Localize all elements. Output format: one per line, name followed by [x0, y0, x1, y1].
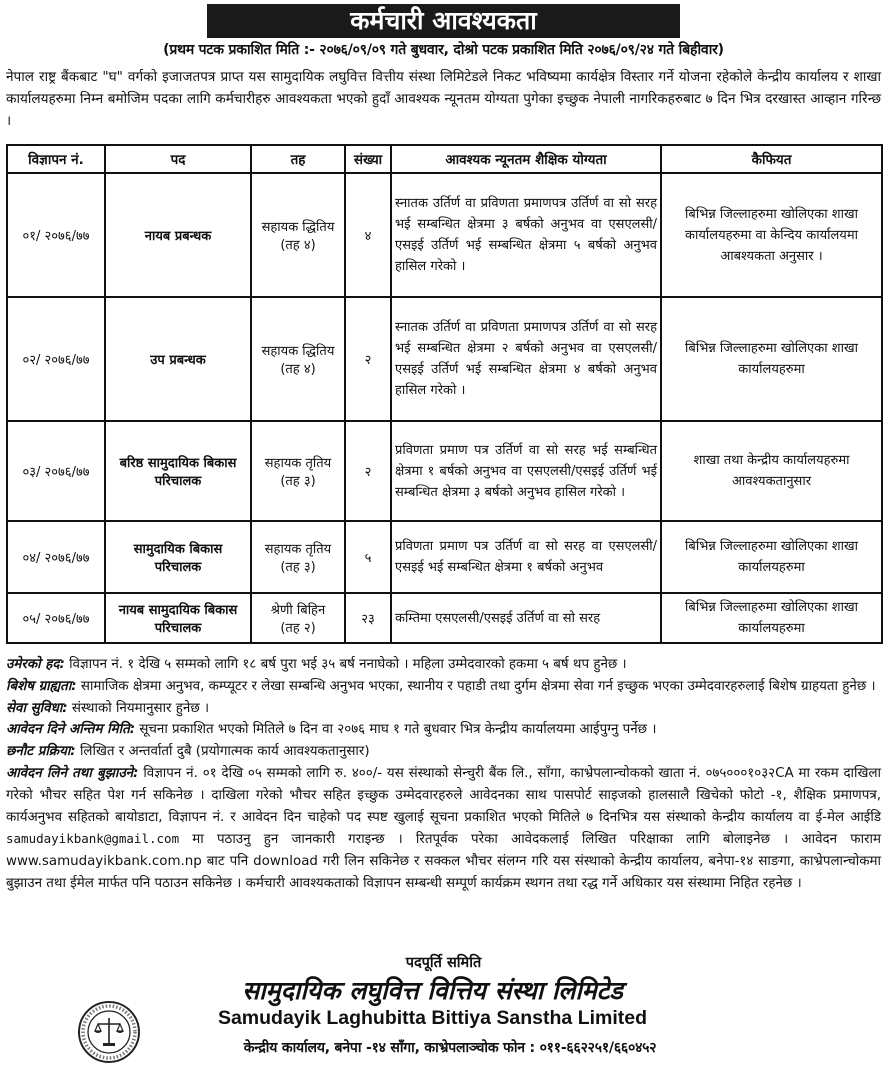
header-level: तह — [251, 145, 345, 173]
qualification-cell: स्नातक उर्तिर्ण वा प्रविणता प्रमाणपत्र उर्तिर्ण वा सो सरह भई सम्बन्धित क्षेत्रमा २ बर्षको अनुभव वा एसएलसी/एसइई उर्तिर्ण भई सम्बन्धित क्षेत्रमा ४ बर्षको अनुभव हासिल गरेको । — [391, 297, 661, 421]
level-text: सहायक तृतिय — [264, 542, 332, 557]
application-text-3: बाट पनि download गरी लिन सकिनेछ र सक्कल भौचर संलग्न गरि यस संस्थाको केन्द्रीय कार्यालय, बनेपा-१४ साङगा, काभ्रेपलान्चोकमा बुझाउन तथा ईमेल मार्फत पनि पठाउन सकिनेछ । कर्मचारी आवश्यकताको विज्ञापन सम्बन्धी सम्पूर्ण कार्यक्रम स्थगन तथा रद्ध गर्ने अधिकार यस संस्थामा निहित रहनेछ । — [6, 854, 881, 891]
level-sub: (तह ४) — [280, 238, 316, 253]
level-cell — [251, 173, 345, 297]
deadline-text: सूचना प्रकाशित भएको मितिले ७ दिन वा २०७६ माघ १ गते बुधवार भित्र केन्द्रीय कार्यालयमा आईपुग्नु पर्नेछ । — [139, 722, 657, 738]
level-sub: (तह ४) — [280, 362, 316, 377]
publication-dates: (प्रथम पटक प्रकाशित मिति :- २०७६/०९/०९ गते बुधवार, दोश्रो पटक प्रकाशित मिति २०७६/०९/२४ गते बिहीवार) — [163, 42, 724, 58]
level-cell — [251, 297, 345, 421]
application-note — [6, 763, 881, 895]
organization-address: केन्द्रीय कार्यालय, बनेपा -१४ साँगा, काभ्रेपलाञ्चोक फोन : ०११-६६२२५१/६६०४५२ — [243, 1040, 657, 1056]
post-cell: नायब प्रबन्धक — [105, 173, 251, 297]
table-row — [7, 593, 882, 643]
age-limit-note — [6, 654, 881, 676]
facility-note — [6, 698, 881, 720]
ad-no-cell: ०४/ २०७६/७७ — [7, 521, 105, 593]
qualification-cell: कम्तिमा एसएलसी/एसइई उर्तिर्ण वा सो सरह — [391, 593, 661, 643]
email-link[interactable]: samudayikbank@gmail.com — [6, 831, 180, 847]
priority-note — [6, 676, 881, 698]
level-text: सहायक तृतिय — [264, 456, 332, 471]
post-cell: नायब सामुदायिक बिकास परिचालक — [105, 593, 251, 643]
age-limit-label: उमेरको हद: — [6, 657, 65, 672]
ad-no-cell: ०३/ २०७६/७७ — [7, 421, 105, 521]
level-sub: (तह २) — [280, 621, 316, 636]
table-header-row — [7, 145, 882, 173]
remarks-cell: शाखा तथा केन्द्रीय कार्यालयहरुमा आवश्यकतानुसार — [661, 421, 882, 521]
qualification-cell: प्रविणता प्रमाण पत्र उर्तिर्ण वा सो सरह वा एसएलसी/एसइई भई सम्बन्धित क्षेत्रमा १ बर्षको अनुभव — [391, 521, 661, 593]
priority-label: बिशेष ग्राह्यता: — [6, 678, 77, 694]
count-cell: २३ — [345, 593, 391, 643]
ad-no-cell: ०२/ २०७६/७७ — [7, 297, 105, 421]
organization-name-english: Samudayik Laghubitta Bittiya Sanstha Limited — [217, 1007, 648, 1029]
application-text-2: मा पठाउनु हुन जानकारी गराइन्छ । रितपूर्वक परेका आवेदकलाई लिखित परिक्षाका लागि बोलाइनेछ । आवेदन फाराम — [192, 832, 881, 848]
qualification-cell: स्नातक उर्तिर्ण वा प्रविणता प्रमाणपत्र उर्तिर्ण वा सो सरह भई सम्बन्धित क्षेत्रमा ३ बर्षको अनुभव वा एसएलसी/एसइई उर्तिर्ण भई सम्बन्धित क्षेत्रमा ५ बर्षको अनुभव हासिल गरेको । — [391, 173, 661, 297]
deadline-note — [6, 719, 881, 741]
intro-paragraph: नेपाल राष्ट्र बैंकबाट "घ" वर्गको इजाजतपत्र प्राप्त यस सामुदायिक लघुवित्त वित्तीय संस्था लिमिटेडले निकट भविष्यमा कार्यक्षेत्र विस्तार गर्ने योजना रहेकोले केन्द्रीय कार्यालय र शाखा कार्यालयहरुमा निम्न बमोजिम पदका लागि कर्मचारीहरु आवश्यकता भएको हुदाँ आवश्यक न्यूनतम योग्यता पुगेका इच्छुक नेपाली नागरिकहरुबाट ७ दिन भित्र दरखास्त आव्हान गरिन्छ । — [6, 69, 881, 129]
count-cell: ४ — [345, 173, 391, 297]
level-cell — [251, 421, 345, 521]
selection-note — [6, 741, 881, 763]
facility-label: सेवा सुविधा: — [6, 700, 68, 716]
count-cell: २ — [345, 297, 391, 421]
application-label: आवेदन लिने तथा बुझाउने: — [6, 765, 139, 781]
level-text: सहायक द्धितिय — [261, 220, 335, 235]
post-cell: बरिष्ठ सामुदायिक बिकास परिचालक — [105, 421, 251, 521]
committee-title: पदपूर्ति समिति — [405, 955, 482, 971]
header-remarks: कैफियत — [661, 145, 882, 173]
table-row — [7, 421, 882, 521]
header-count: संख्या — [345, 145, 391, 173]
ad-no-cell: ०५/ २०७६/७७ — [7, 593, 105, 643]
selection-text: लिखित र अन्तर्वार्ता दुबै (प्रयोगात्मक कार्य आवश्यकतानुसार) — [79, 744, 370, 760]
remarks-cell: बिभिन्न जिल्लाहरुमा खोलिएका शाखा कार्यालयहरुमा — [661, 521, 882, 593]
level-sub: (तह ३) — [280, 560, 316, 575]
application-text-1: विज्ञापन नं. ०१ देखि ०५ सम्मको लागि रु. ४००/- यस संस्थाको सेन्चुरी बैंक लि., साँगा, काभ्रेपलान्चोकको खाता नं. ०७५०००१०३२CA मा रकम दाखिला गरेको भौचर सहित पेश गर्न सकिनेछ । दाखिला गरेको भौचर सहित इच्छुक उम्मेदवारहरुले आवेदनका साथ पासपोर्ट साइजको हालसालै खिचेको फोटो -१, शैक्षिक प्रमाणपत्र, कार्यअनुभव सहितको बायोडाटा, विज्ञापन नं. र आवेदन दिन चाहेको पद स्पष्ट खुलाई सूचना प्रकाशित भएको मितिले ७ दिनभित्र यस संस्थाको केन्द्रीय कार्यालय वा ई-मेल आईडि — [6, 765, 881, 825]
level-text: सहायक द्धितिय — [261, 344, 335, 359]
header-post: पद — [105, 145, 251, 173]
qualification-cell: प्रविणता प्रमाण पत्र उर्तिर्ण वा सो सरह भई सम्बन्धित क्षेत्रमा १ बर्षको अनुभव वा एसएलसी/एसइई उर्तिर्ण भई सम्बन्धित क्षेत्रमा ३ बर्षको अनुभव हासिल गरेको । — [391, 421, 661, 521]
level-cell — [251, 521, 345, 593]
post-cell: उप प्रबन्धक — [105, 297, 251, 421]
count-cell: २ — [345, 421, 391, 521]
remarks-cell: बिभिन्न जिल्लाहरुमा खोलिएका शाखा कार्यालयहरुमा वा केन्दिय कार्यालयमा आबश्यकता अनुसार । — [661, 173, 882, 297]
count-cell: ५ — [345, 521, 391, 593]
table-row — [7, 521, 882, 593]
selection-label: छनौट प्रक्रिया: — [6, 744, 76, 760]
website-link[interactable]: www.samudayikbank.com.np — [6, 854, 202, 870]
organization-name-nepali: सामुदायिक लघुवित्त वित्तिय संस्था लिमिटेड — [242, 976, 623, 1005]
table-row — [7, 297, 882, 421]
header-qualification: आवश्यक न्यूनतम शैक्षिक योग्यता — [391, 145, 661, 173]
remarks-cell: बिभिन्न जिल्लाहरुमा खोलिएका शाखा कार्यालयहरुमा — [661, 593, 882, 643]
terms-section — [6, 654, 881, 895]
level-text: श्रेणी बिहिन — [270, 603, 326, 618]
table-row — [7, 173, 882, 297]
page-title: कर्मचारी आवश्यकता — [207, 4, 680, 38]
header-ad-no: विज्ञापन नं. — [7, 145, 105, 173]
level-cell — [251, 593, 345, 643]
vacancy-table — [6, 144, 883, 644]
scales-of-justice-seal-icon — [77, 1000, 141, 1064]
priority-text: सामाजिक क्षेत्रमा अनुभव, कम्प्यूटर र लेखा सम्बन्धि अनुभव भएका, स्थानीय र पहाडी तथा दुर्गम क्षेत्रमा सेवा गर्न इच्छुक भएका उम्मेदवारहरुलाई बिशेष ग्राहयता हुनेछ । — [80, 678, 876, 694]
post-cell: सामुदायिक बिकास परिचालक — [105, 521, 251, 593]
facility-text: संस्थाको नियमानुसार हुनेछ । — [71, 700, 210, 716]
ad-no-cell: ०१/ २०७६/७७ — [7, 173, 105, 297]
age-limit-text: विज्ञापन नं. १ देखि ५ सम्मको लागि १८ बर्ष पुरा भई ३५ बर्ष ननाघेको । महिला उम्मेदवारको हकमा ५ बर्ष थप हुनेछ । — [69, 657, 627, 672]
level-sub: (तह ३) — [280, 474, 316, 489]
remarks-cell: बिभिन्न जिल्लाहरुमा खोलिएका शाखा कार्यालयहरुमा — [661, 297, 882, 421]
deadline-label: आवेदन दिने अन्तिम मिति: — [6, 722, 136, 738]
